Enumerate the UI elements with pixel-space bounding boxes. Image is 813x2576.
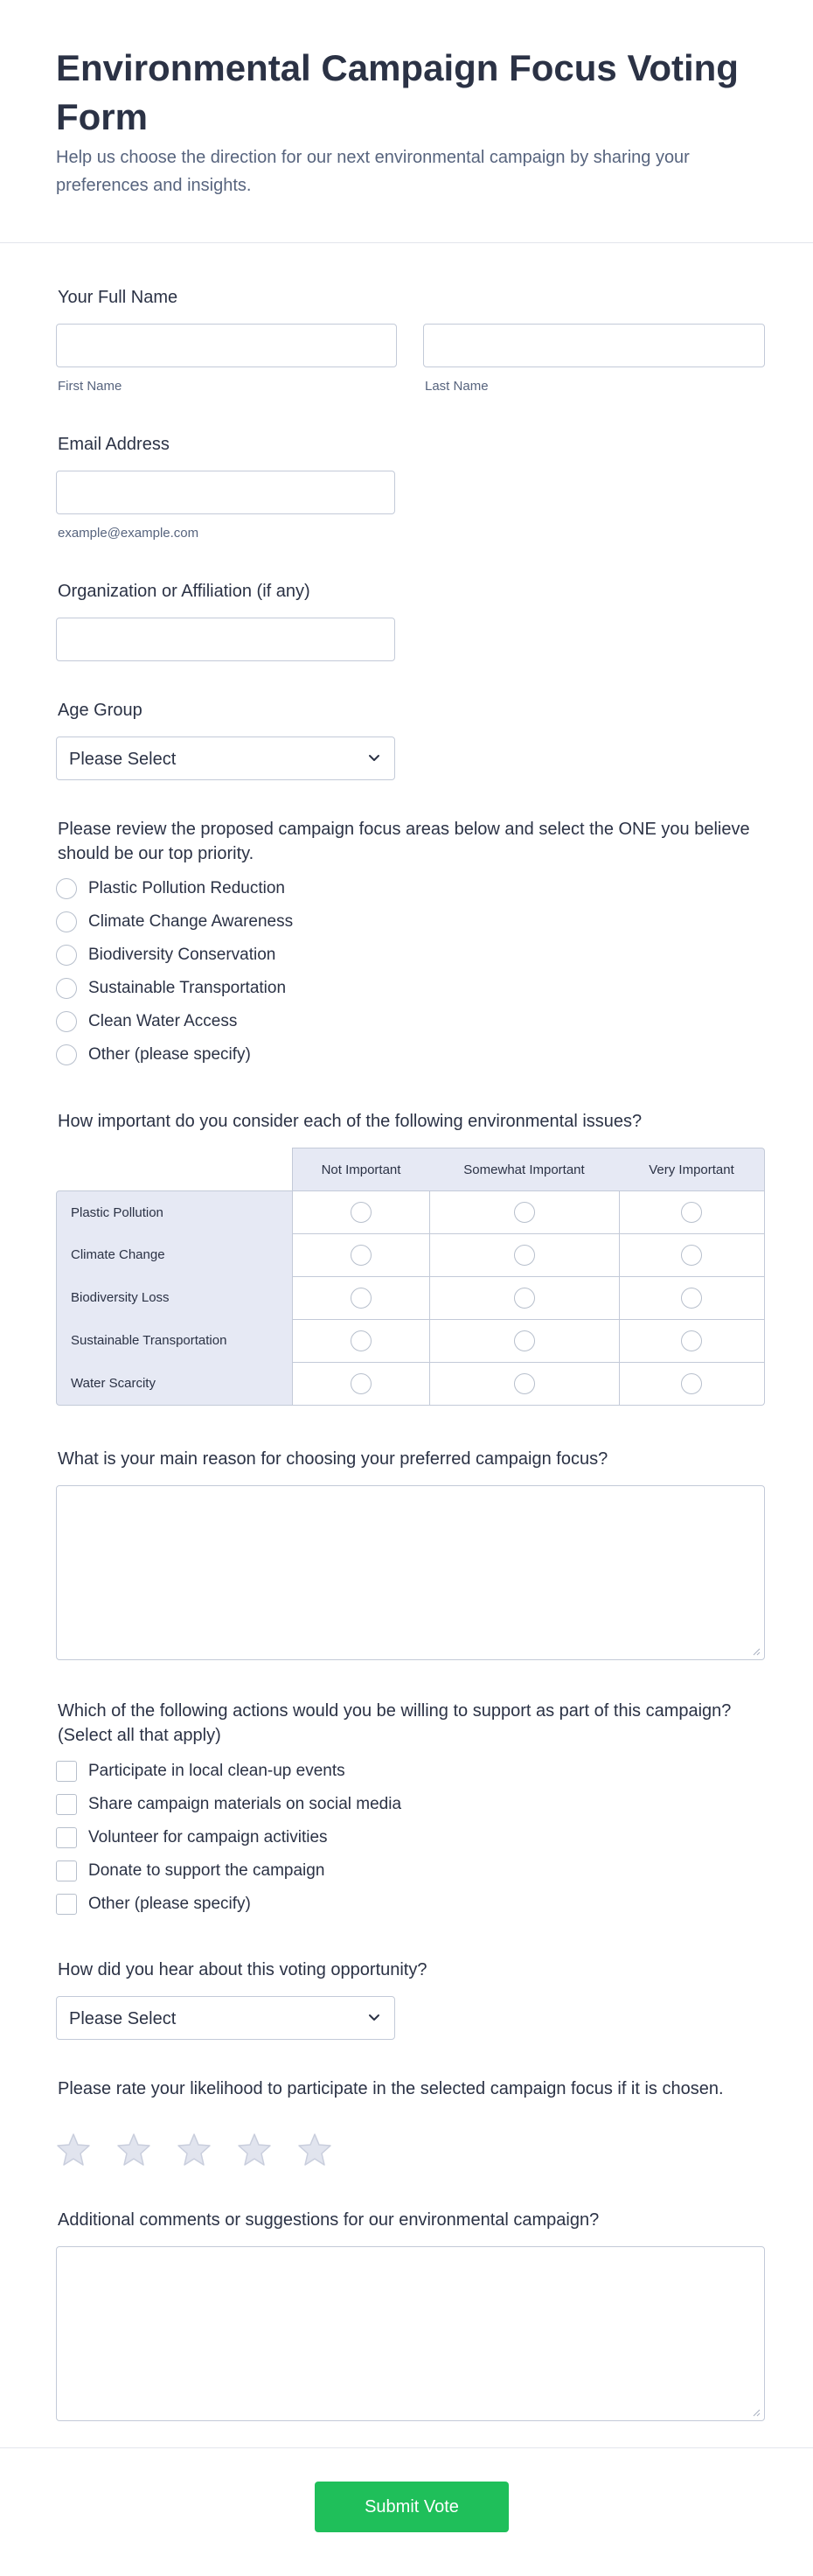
matrix-radio[interactable] (681, 1288, 702, 1309)
radio-button[interactable] (56, 878, 77, 899)
first-name-sublabel: First Name (58, 379, 122, 394)
comments-label: Additional comments or suggestions for our environmental campaign? (58, 2210, 600, 2230)
organization-label: Organization or Affiliation (if any) (58, 582, 310, 601)
star-icon[interactable] (116, 2132, 151, 2167)
radio-button[interactable] (56, 1011, 77, 1032)
star-icon[interactable] (56, 2132, 91, 2167)
checkbox[interactable] (56, 1794, 77, 1815)
matrix-divider (292, 1233, 765, 1234)
heard-about-select[interactable] (56, 1996, 395, 2040)
resize-grip-icon[interactable] (752, 1647, 761, 1656)
age-group-label: Age Group (58, 701, 142, 720)
action-option-volunteer[interactable] (56, 1825, 668, 1851)
option-label: Biodiversity Conservation (88, 946, 276, 964)
matrix-divider (429, 1190, 430, 1406)
form-header (0, 0, 813, 243)
focus-area-label: Please review the proposed campaign focus areas below and select the ONE you believe should be our top priority. (58, 820, 750, 863)
matrix-row-label: Sustainable Transportation (56, 1319, 293, 1363)
radio-button[interactable] (56, 945, 77, 966)
matrix-row-label: Climate Change (56, 1233, 293, 1277)
action-option-other[interactable] (56, 1891, 668, 1917)
radio-button[interactable] (56, 978, 77, 999)
heard-about-selected-value: Please Select (69, 2009, 177, 2028)
matrix-radio[interactable] (351, 1288, 372, 1309)
likelihood-label: Please rate your likelihood to participate in the selected campaign focus if it is chosen. (58, 2079, 724, 2098)
organization-input[interactable] (56, 618, 395, 661)
radio-button[interactable] (56, 1044, 77, 1065)
page-title: Environmental Campaign Focus Voting Form (56, 47, 739, 137)
matrix-radio[interactable] (514, 1288, 535, 1309)
main-reason-textarea[interactable] (56, 1485, 765, 1660)
option-label: Sustainable Transportation (88, 979, 287, 997)
focus-option-other[interactable] (56, 1042, 668, 1068)
importance-label: How important do you consider each of the following environmental issues? (58, 1112, 643, 1131)
matrix-row-label: Plastic Pollution (56, 1190, 293, 1234)
focus-option-climate[interactable] (56, 909, 668, 935)
last-name-sublabel: Last Name (425, 379, 489, 394)
first-name-input[interactable] (56, 324, 397, 367)
matrix-row-label: Water Scarcity (56, 1362, 293, 1406)
checkbox[interactable] (56, 1894, 77, 1915)
matrix-radio[interactable] (514, 1245, 535, 1266)
full-name-label: Your Full Name (58, 288, 178, 307)
page-subtitle: Help us choose the direction for our next environmental campaign by sharing your preferences and insights. (56, 148, 690, 195)
matrix-radio[interactable] (681, 1245, 702, 1266)
email-input[interactable] (56, 471, 395, 514)
focus-option-plastic[interactable] (56, 876, 668, 902)
matrix-radio[interactable] (514, 1330, 535, 1351)
focus-option-water[interactable] (56, 1009, 668, 1035)
matrix-radio[interactable] (681, 1202, 702, 1223)
actions-label: Which of the following actions would you be willing to support as part of this campaign? (Select all that apply) (58, 1701, 732, 1745)
matrix-divider (292, 1362, 765, 1363)
matrix-row-label: Biodiversity Loss (56, 1276, 293, 1320)
matrix-radio[interactable] (351, 1202, 372, 1223)
email-sublabel: example@example.com (58, 526, 199, 541)
checkbox[interactable] (56, 1827, 77, 1848)
option-label: Clean Water Access (88, 1012, 238, 1030)
matrix-divider (292, 1276, 765, 1277)
star-icon[interactable] (177, 2132, 212, 2167)
matrix-radio[interactable] (681, 1373, 702, 1394)
option-label: Other (please specify) (88, 1895, 251, 1913)
radio-button[interactable] (56, 911, 77, 932)
last-name-input[interactable] (423, 324, 765, 367)
matrix-radio[interactable] (514, 1202, 535, 1223)
age-group-selected-value: Please Select (69, 750, 177, 769)
option-label: Climate Change Awareness (88, 912, 294, 931)
matrix-radio[interactable] (681, 1330, 702, 1351)
matrix-radio[interactable] (351, 1330, 372, 1351)
focus-option-biodiversity[interactable] (56, 942, 668, 968)
action-option-cleanup[interactable] (56, 1758, 668, 1784)
option-label: Participate in local clean-up events (88, 1762, 345, 1780)
chevron-down-icon (366, 750, 382, 765)
matrix-column-header: Not Important (292, 1148, 430, 1191)
matrix-radio[interactable] (351, 1373, 372, 1394)
matrix-radio[interactable] (514, 1373, 535, 1394)
focus-option-transportation[interactable] (56, 975, 668, 1002)
action-option-social-media[interactable] (56, 1791, 668, 1818)
footer-divider (0, 2447, 813, 2448)
main-reason-label: What is your main reason for choosing your preferred campaign focus? (58, 1449, 608, 1469)
chevron-down-icon (366, 2009, 382, 2025)
option-label: Other (please specify) (88, 1045, 251, 1064)
heard-about-label: How did you hear about this voting opportunity? (58, 1960, 427, 1979)
option-label: Donate to support the campaign (88, 1861, 325, 1880)
resize-grip-icon[interactable] (752, 2408, 761, 2417)
star-icon[interactable] (237, 2132, 272, 2167)
option-label: Share campaign materials on social media (88, 1795, 402, 1813)
matrix-column-header: Very Important (619, 1148, 765, 1191)
matrix-divider (619, 1190, 620, 1406)
option-label: Plastic Pollution Reduction (88, 879, 285, 897)
checkbox[interactable] (56, 1761, 77, 1782)
option-label: Volunteer for campaign activities (88, 1828, 328, 1846)
star-icon[interactable] (297, 2132, 332, 2167)
matrix-column-header: Somewhat Important (429, 1148, 620, 1191)
action-option-donate[interactable] (56, 1858, 668, 1884)
submit-vote-button[interactable]: Submit Vote (315, 2482, 509, 2532)
matrix-divider (292, 1319, 765, 1320)
comments-textarea[interactable] (56, 2246, 765, 2421)
age-group-select[interactable] (56, 736, 395, 780)
email-label: Email Address (58, 435, 170, 454)
checkbox[interactable] (56, 1860, 77, 1881)
matrix-radio[interactable] (351, 1245, 372, 1266)
